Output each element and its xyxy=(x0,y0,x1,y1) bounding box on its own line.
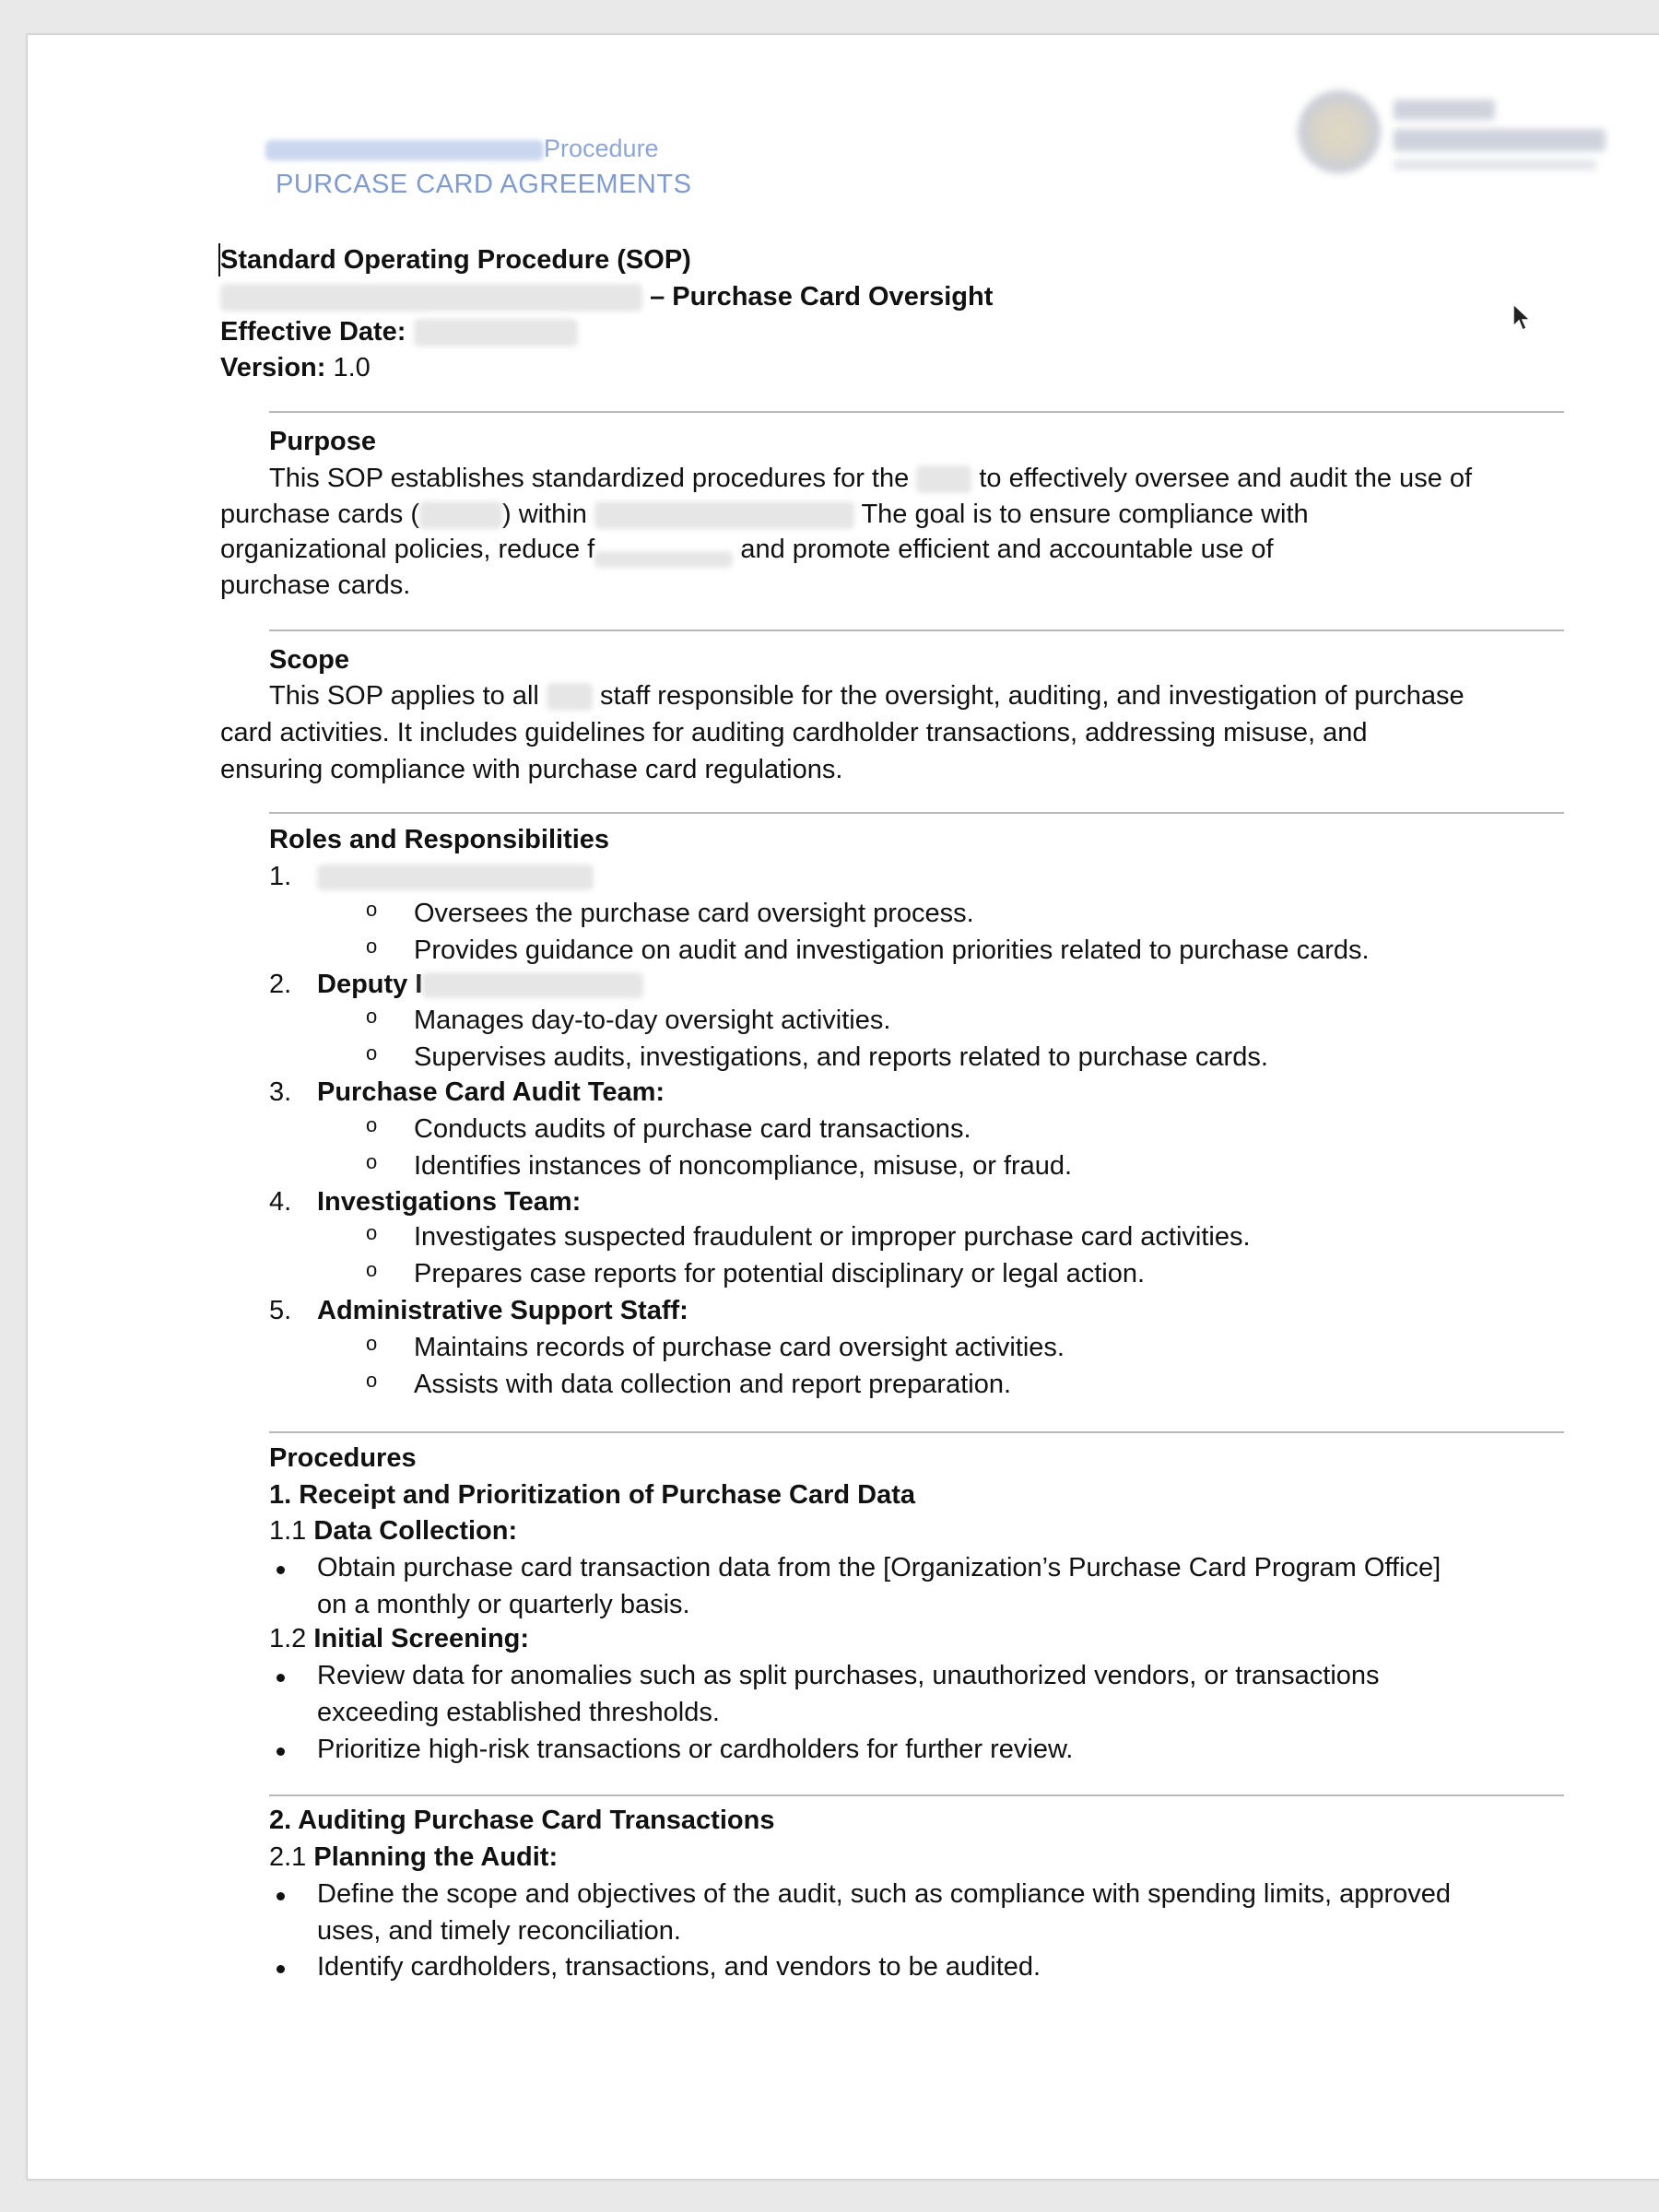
divider xyxy=(269,629,1564,631)
subsection-title: 2. Auditing Purchase Card Transactions xyxy=(269,1806,775,1835)
role-number: 2. xyxy=(269,970,292,999)
organization-logo xyxy=(1298,83,1611,186)
role-number: 1. xyxy=(269,862,292,891)
document-page xyxy=(27,34,1659,2180)
redacted-text xyxy=(547,683,593,711)
procedure-bullet: Identify cardholders, transactions, and vendors to be audited. xyxy=(317,1952,1041,1982)
circle-bullet-icon: o xyxy=(366,1332,378,1355)
scope-line: card activities. It includes guidelines for auditing cardholder transactions, addressing misuse, and xyxy=(220,718,1368,747)
redacted-text xyxy=(916,465,971,493)
header-title: PURCASE CARD AGREEMENTS xyxy=(276,170,692,199)
role-bullet: Identifies instances of noncompliance, misuse, or fraud. xyxy=(414,1151,1073,1181)
procedure-bullet: Prioritize high-risk transactions or cardholders for further review. xyxy=(317,1735,1074,1764)
doc-title: Standard Operating Procedure (SOP) xyxy=(220,245,691,275)
role-title: Administrative Support Staff: xyxy=(317,1296,688,1325)
redacted-text xyxy=(220,284,642,312)
purpose-line: purchase cards. xyxy=(220,571,411,600)
circle-bullet-icon: o xyxy=(366,1369,378,1392)
circle-bullet-icon: o xyxy=(366,935,378,958)
subsection-heading: 1.1 Data Collection: xyxy=(269,1516,518,1546)
procedure-bullet: Review data for anomalies such as split purchases, unauthorized vendors, or transactions xyxy=(317,1661,1380,1690)
purpose-line: This SOP establishes standardized procedures for the to effectively oversee and audit the use of xyxy=(269,464,1473,493)
redacted-text xyxy=(419,501,502,529)
role-bullet: Assists with data collection and report preparation. xyxy=(414,1370,1012,1399)
role-bullet: Manages day-to-day oversight activities. xyxy=(414,1006,891,1035)
mouse-pointer-icon xyxy=(1512,302,1534,334)
scope-line: This SOP applies to all staff responsible for the oversight, auditing, and investigation of purchase xyxy=(269,681,1465,711)
role-bullet: Supervises audits, investigations, and reports related to purchase cards. xyxy=(414,1042,1268,1072)
divider xyxy=(269,1431,1564,1433)
circle-bullet-icon: o xyxy=(366,898,378,921)
subsection-heading: 1.2 Initial Screening: xyxy=(269,1624,530,1653)
role-title: Investigations Team: xyxy=(317,1187,582,1217)
role-bullet: Prepares case reports for potential disciplinary or legal action. xyxy=(414,1259,1146,1288)
bullet-icon xyxy=(276,1892,285,1900)
role-number: 5. xyxy=(269,1296,292,1325)
role-title: Deputy I xyxy=(317,966,643,1003)
redacted-text xyxy=(422,972,643,998)
role-number: 3. xyxy=(269,1077,292,1107)
section-heading-roles: Roles and Responsibilities xyxy=(269,825,610,854)
effective-date: Effective Date: xyxy=(220,313,578,350)
circle-bullet-icon: o xyxy=(366,1113,378,1136)
section-heading-purpose: Purpose xyxy=(269,427,377,456)
procedure-bullet: Obtain purchase card transaction data from the [Organization’s Purchase Card Program Office] xyxy=(317,1553,1441,1583)
purpose-line: purchase cards ( ) within The goal is to ensure compliance with xyxy=(220,500,1309,529)
section-heading-procedures: Procedures xyxy=(269,1443,417,1473)
bullet-icon xyxy=(276,1566,285,1574)
redacted-text xyxy=(594,551,733,568)
circle-bullet-icon: o xyxy=(366,1258,378,1281)
circle-bullet-icon: o xyxy=(366,1041,378,1065)
role-bullet: Oversees the purchase card oversight process. xyxy=(414,899,974,928)
redacted-text xyxy=(594,501,854,529)
role-title: Purchase Card Audit Team: xyxy=(317,1077,665,1107)
circle-bullet-icon: o xyxy=(366,1005,378,1028)
bullet-icon xyxy=(276,1674,285,1682)
divider xyxy=(269,812,1564,814)
role-title xyxy=(317,858,594,895)
doc-subtitle: – Purchase Card Oversight xyxy=(220,278,993,315)
bullet-icon xyxy=(276,1747,285,1756)
version: Version: 1.0 xyxy=(220,353,371,382)
role-number: 4. xyxy=(269,1187,292,1217)
circle-bullet-icon: o xyxy=(366,1221,378,1244)
redacted-text xyxy=(317,865,594,890)
divider xyxy=(269,411,1564,413)
procedure-bullet: uses, and timely reconciliation. xyxy=(317,1916,681,1946)
subsection-title: 1. Receipt and Prioritization of Purchase Card Data xyxy=(269,1480,915,1510)
role-bullet: Provides guidance on audit and investigation priorities related to purchase cards. xyxy=(414,935,1370,965)
section-heading-scope: Scope xyxy=(269,645,350,675)
scope-line: ensuring compliance with purchase card regulations. xyxy=(220,755,843,784)
subsection-heading: 2.1 Planning the Audit: xyxy=(269,1842,559,1872)
header-subtitle: Procedure xyxy=(265,135,659,163)
redacted-text xyxy=(414,319,578,347)
circle-bullet-icon: o xyxy=(366,1150,378,1173)
redacted-text xyxy=(265,140,544,160)
procedure-bullet: Define the scope and objectives of the audit, such as compliance with spending limits, approved xyxy=(317,1879,1451,1909)
role-bullet: Conducts audits of purchase card transactions. xyxy=(414,1114,971,1144)
seal-icon xyxy=(1298,90,1381,173)
purpose-line: organizational policies, reduce f and promote efficient and accountable use of xyxy=(220,531,1274,568)
role-bullet: Investigates suspected fraudulent or improper purchase card activities. xyxy=(414,1222,1251,1252)
bullet-icon xyxy=(276,1965,285,1973)
divider xyxy=(269,1794,1564,1796)
procedure-bullet: on a monthly or quarterly basis. xyxy=(317,1590,690,1619)
role-bullet: Maintains records of purchase card oversight activities. xyxy=(414,1333,1065,1362)
procedure-bullet: exceeding established thresholds. xyxy=(317,1698,720,1727)
